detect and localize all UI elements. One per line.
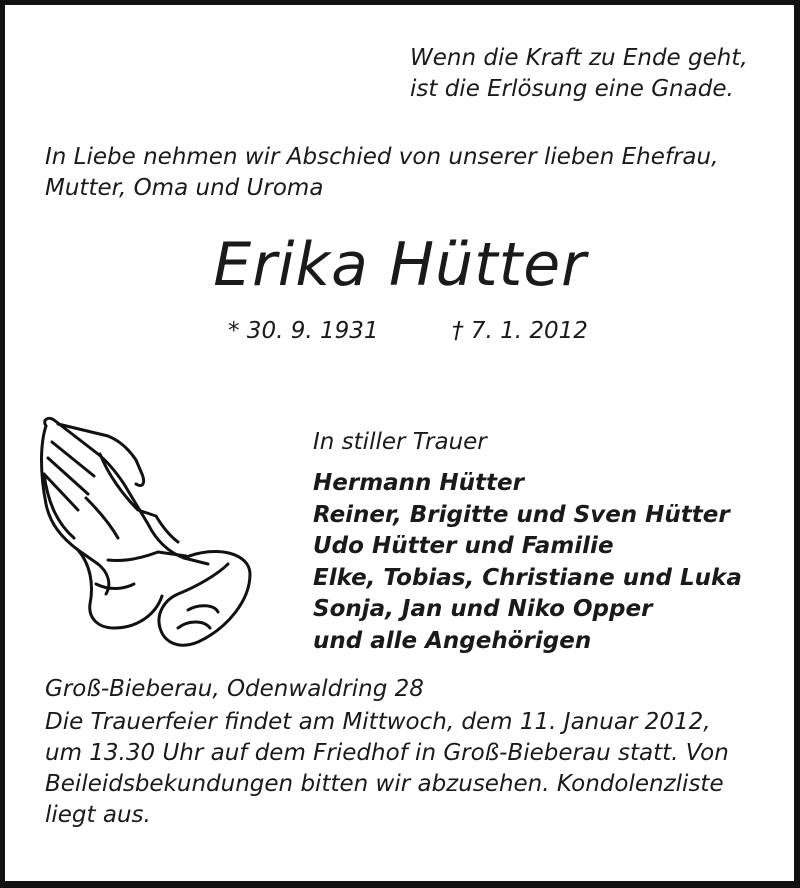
praying-hands-icon bbox=[38, 414, 254, 650]
quote-line: ist die Erlösung eine Gnade. bbox=[410, 76, 734, 102]
birth-date: * 30. 9. 1931 bbox=[228, 318, 379, 344]
family-member: Elke, Tobias, Christiane und Luka bbox=[313, 564, 742, 591]
notice-line: Die Trauerfeier findet am Mittwoch, dem 11. Januar 2012, bbox=[45, 709, 711, 735]
notice-line: liegt aus. bbox=[45, 802, 151, 828]
notice-line: um 13.30 Uhr auf dem Friedhof in Groß-Bieberau statt. Von bbox=[45, 740, 729, 766]
intro-text bbox=[45, 142, 718, 204]
family-member: Hermann Hütter bbox=[313, 470, 524, 496]
intro-line: In Liebe nehmen wir Abschied von unserer lieben Ehefrau, bbox=[45, 144, 719, 170]
family-member: Reiner, Brigitte und Sven Hütter bbox=[313, 501, 730, 528]
address: Groß-Bieberau, Odenwaldring 28 bbox=[45, 676, 424, 702]
family-member: und alle Angehörigen bbox=[313, 627, 592, 654]
intro-line: Mutter, Oma und Uroma bbox=[45, 175, 324, 201]
mourning-heading: In stiller Trauer bbox=[313, 429, 487, 455]
death-date: † 7. 1. 2012 bbox=[452, 318, 588, 344]
quote-line: Wenn die Kraft zu Ende geht, bbox=[410, 45, 748, 71]
notice-line: Beileidsbekundungen bitten wir abzusehen. Kondolenzliste bbox=[45, 771, 724, 797]
family-member: Sonja, Jan und Niko Opper bbox=[313, 596, 653, 622]
funeral-notice bbox=[45, 707, 729, 831]
family-list bbox=[313, 468, 742, 657]
quote bbox=[410, 43, 748, 105]
deceased-name: Erika Hütter bbox=[213, 230, 587, 300]
family-member: Udo Hütter und Familie bbox=[313, 533, 614, 559]
